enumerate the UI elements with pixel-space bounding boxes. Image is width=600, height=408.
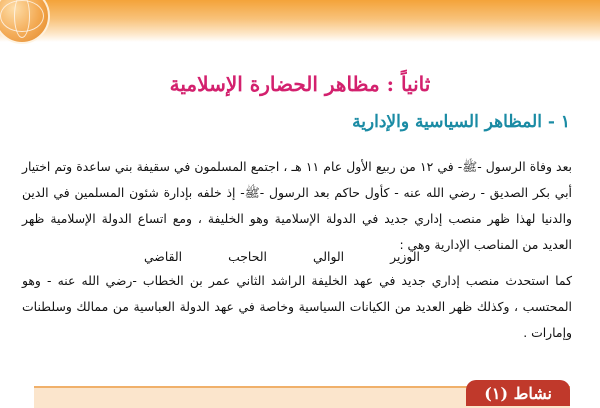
- paragraph-1: بعد وفاة الرسول -ﷺ- في ١٢ من ربيع الأول عام ١١ هـ ، اجتمع المسلمون في سقيفة بني ساعدة وتم اختيار أبي بكر الصديق - رضي الله عنه - كأول حاكم بعد الرسول -ﷺ- إذ خلفه بإدارة شئون المسلمين في الدين والدنيا لهذا ظهر منصب إداري جديد في الدولة الإسلامية وهو الخليفة ، ومع اتساع الدولة الإسلامية ظهر العديد من المناصب الإدارية وهي :: [22, 159, 572, 252]
- office-item: الوالي: [312, 249, 345, 264]
- office-item: القاضي: [143, 249, 183, 264]
- page-title: ثانياً : مظاهر الحضارة الإسلامية: [169, 72, 431, 96]
- offices-list: [144, 249, 420, 264]
- paragraph-2: كما استحدث منصب إداري جديد في عهد الخليفة الراشد الثاني عمر بن الخطاب -رضي الله عنه - وهو المحتسب ، وكذلك ظهر العديد من الكيانات السياسية وخاصة في عهد الدولة العباسية من ممالك وسلطنات وإمارات .: [22, 273, 572, 340]
- section-heading: ١ - المظاهر السياسية والإدارية: [352, 112, 570, 132]
- activity-label: نشاط (١): [466, 380, 570, 406]
- office-item: الوزير: [390, 249, 420, 264]
- header-band: [0, 0, 600, 42]
- office-item: الحاجب: [228, 249, 267, 264]
